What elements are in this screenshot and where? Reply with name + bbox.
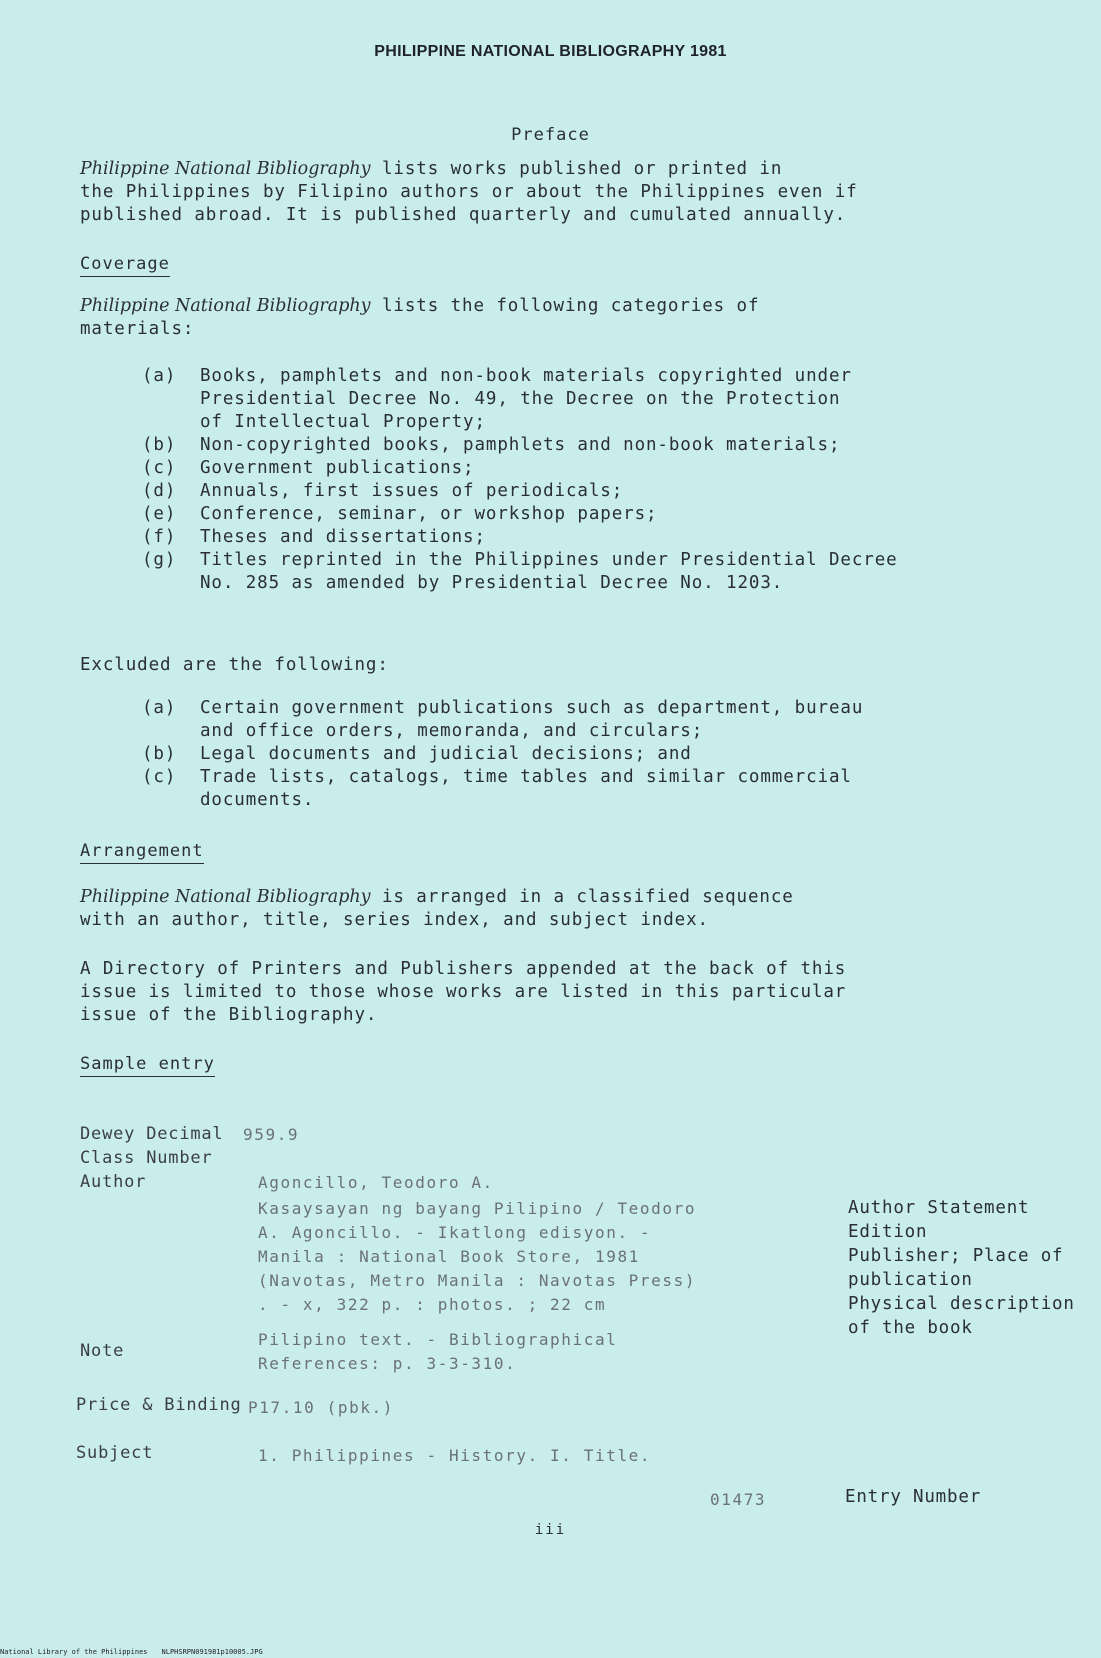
list-line: No. 285 as amended by Presidential Decree No. 1203. — [200, 573, 784, 593]
list-item — [142, 480, 942, 503]
list-line: Government publications; — [200, 458, 475, 478]
list-marker: (b) — [142, 435, 177, 455]
list-line: Trade lists, catalogs, time tables and similar commercial — [200, 767, 852, 787]
value-author: Agoncillo, Teodoro A. — [258, 1173, 494, 1192]
arrangement-line: with an author, title, series index, and subject index. — [80, 910, 709, 930]
list-marker: (g) — [142, 550, 177, 570]
arrangement-heading: Arrangement — [80, 841, 204, 864]
value-price: P17.10 (pbk.) — [248, 1398, 395, 1417]
label-entry-number: Entry Number — [845, 1487, 982, 1507]
list-item — [142, 549, 942, 595]
label-subject: Subject — [76, 1443, 154, 1463]
list-line: Legal documents and judicial decisions; and — [200, 744, 692, 764]
excluded-list — [142, 697, 942, 812]
list-line: Annuals, first issues of periodicals; — [200, 481, 624, 501]
label-ddc-line2: Class Number — [80, 1148, 213, 1168]
title-italic: Philippine National Bibliography — [80, 159, 371, 179]
directory-line: A Directory of Printers and Publishers appended at the back of this — [80, 959, 847, 979]
sample-heading: Sample entry — [80, 1054, 215, 1077]
list-marker: (a) — [142, 366, 177, 386]
intro-paragraph — [80, 158, 960, 227]
list-item — [142, 434, 942, 457]
intro-line: published abroad. It is published quarterly and cumulated annually. — [80, 205, 847, 225]
list-marker: (d) — [142, 481, 177, 501]
list-line: Books, pamphlets and non-book materials copyrighted under — [200, 366, 852, 386]
list-marker: (e) — [142, 504, 177, 524]
value-body-line: Manila : National Book Store, 1981 — [258, 1247, 640, 1266]
footer-library: National Library of the Philippines — [0, 1648, 148, 1656]
list-marker: (c) — [142, 458, 177, 478]
arrangement-line: is arranged in a classified sequence — [370, 887, 794, 907]
directory-line: issue of the Bibliography. — [80, 1005, 378, 1025]
coverage-heading: Coverage — [80, 254, 170, 277]
label-price: Price & Binding — [76, 1395, 242, 1415]
list-item — [142, 457, 942, 480]
label-note: Note — [80, 1341, 125, 1361]
list-marker: (b) — [142, 744, 177, 764]
title-italic: Philippine National Bibliography — [80, 887, 371, 907]
list-line: Non-copyrighted books, pamphlets and non-book materials; — [200, 435, 841, 455]
margin-note: Publisher; Place of — [848, 1246, 1064, 1266]
arrangement-paragraph — [80, 886, 960, 932]
list-item — [142, 365, 942, 434]
value-body-line: (Navotas, Metro Manila : Navotas Press) — [258, 1271, 697, 1290]
intro-line: the Philippines by Filipino authors or about the Philippines even if — [80, 182, 858, 202]
coverage-lead-line: materials: — [80, 319, 195, 339]
list-item — [142, 766, 942, 812]
sample-entry — [76, 1120, 1080, 1540]
value-body-line: . - x, 322 p. : photos. ; 22 cm — [258, 1295, 607, 1314]
margin-note: publication — [848, 1270, 973, 1290]
coverage-list — [142, 365, 942, 595]
value-note-line: Pilipino text. - Bibliographical — [258, 1330, 618, 1349]
coverage-lead — [80, 295, 960, 341]
list-line: and office orders, memoranda, and circulars; — [200, 721, 704, 741]
margin-note: Author Statement — [848, 1198, 1030, 1218]
value-entry-number: 01473 — [710, 1490, 767, 1509]
intro-line: lists works published or printed in — [370, 159, 783, 179]
list-line: Conference, seminar, or workshop papers; — [200, 504, 658, 524]
list-line: Certain government publications such as department, bureau — [200, 698, 864, 718]
list-line: of Intellectual Property; — [200, 412, 486, 432]
list-marker: (a) — [142, 698, 177, 718]
directory-line: issue is limited to those whose works are listed in this particular — [80, 982, 847, 1002]
value-body-line: A. Agoncillo. - Ikatlong edisyon. - — [258, 1223, 652, 1242]
coverage-lead-line: lists the following categories of — [370, 296, 760, 316]
label-ddc: Dewey Decimal — [80, 1124, 224, 1144]
scan-footer — [0, 1648, 277, 1656]
excluded-lead: Excluded are the following: — [80, 655, 389, 675]
page-title: Preface — [511, 125, 590, 145]
list-item — [142, 526, 942, 549]
list-line: Theses and dissertations; — [200, 527, 486, 547]
value-subject: 1. Philippines - History. I. Title. — [258, 1446, 652, 1465]
margin-note: Edition — [848, 1222, 928, 1242]
value-note-line: References: p. 3-3-310. — [258, 1354, 517, 1373]
list-marker: (f) — [142, 527, 177, 547]
footer-file: NLPHSRPN091981p10005.JPG — [161, 1648, 263, 1656]
page-number: iii — [534, 1522, 567, 1538]
title-italic: Philippine National Bibliography — [80, 296, 371, 316]
margin-note: of the book — [848, 1318, 973, 1338]
list-line: Titles reprinted in the Philippines under Presidential Decree — [200, 550, 898, 570]
directory-paragraph — [80, 958, 960, 1027]
value-body-line: Kasaysayan ng bayang Pilipino / Teodoro — [258, 1199, 697, 1218]
list-item — [142, 503, 942, 526]
list-line: Presidential Decree No. 49, the Decree on the Protection — [200, 389, 841, 409]
list-marker: (c) — [142, 767, 177, 787]
list-item — [142, 697, 942, 743]
running-header: PHILIPPINE NATIONAL BIBLIOGRAPHY 1981 — [374, 43, 727, 60]
value-ddc: 959.9 — [243, 1125, 300, 1144]
list-item — [142, 743, 942, 766]
margin-note: Physical description — [848, 1294, 1075, 1314]
label-author: Author — [80, 1172, 147, 1192]
list-line: documents. — [200, 790, 315, 810]
